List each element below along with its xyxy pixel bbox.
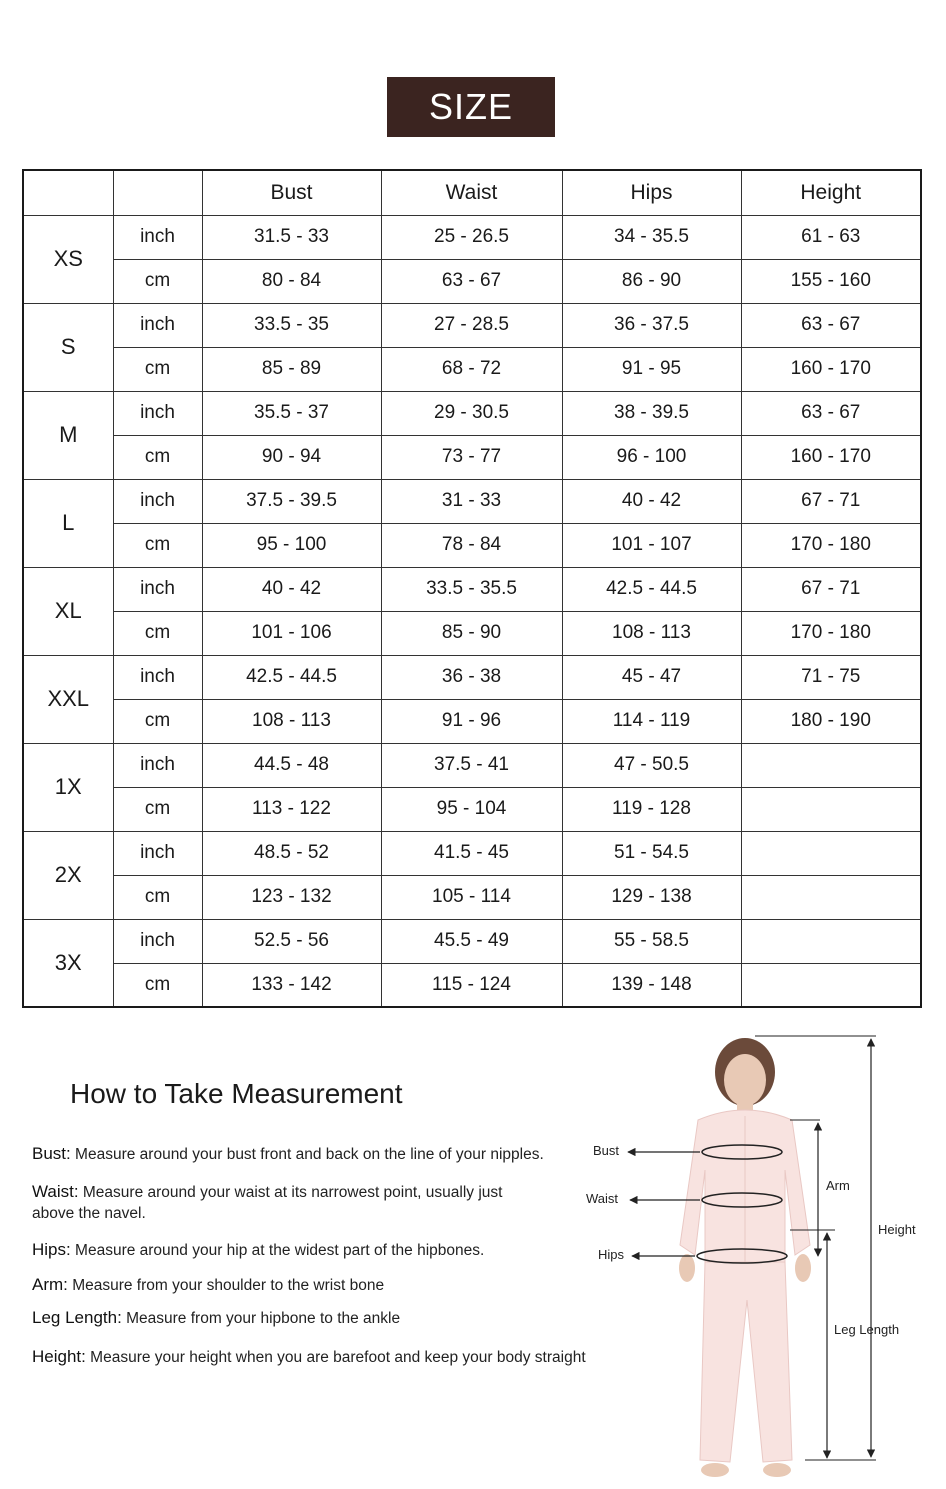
table-header-row — [23, 170, 921, 215]
table-row — [23, 215, 921, 259]
table-cell: 68 - 72 — [381, 347, 562, 391]
table-row — [23, 611, 921, 655]
leg-text: Measure from your hipbone to the ankle — [121, 1310, 401, 1327]
table-cell: 105 - 114 — [381, 875, 562, 919]
table-cell: 95 - 104 — [381, 787, 562, 831]
waist-text: Measure around your waist at its narrowest point, usually just above the navel. — [32, 1184, 503, 1222]
how-to-measure-title: How to Take Measurement — [70, 1078, 403, 1109]
measurement-figure — [580, 1030, 940, 1489]
table-cell: 37.5 - 39.5 — [202, 479, 381, 523]
height-text: Measure your height when you are barefoot and keep your body straight — [85, 1349, 586, 1366]
table-cell: 96 - 100 — [562, 435, 741, 479]
table-cell: 27 - 28.5 — [381, 303, 562, 347]
unit-label: cm — [113, 611, 202, 655]
table-cell — [741, 963, 921, 1007]
size-label: 2X — [23, 831, 113, 919]
bust-label: Bust — [593, 1143, 620, 1158]
table-cell: 48.5 - 52 — [202, 831, 381, 875]
table-row — [23, 655, 921, 699]
hips-term: Hips: — [32, 1240, 71, 1259]
table-cell: 90 - 94 — [202, 435, 381, 479]
table-row — [23, 875, 921, 919]
header-size — [23, 170, 113, 215]
table-cell: 33.5 - 35.5 — [381, 567, 562, 611]
table-cell: 129 - 138 — [562, 875, 741, 919]
table-cell: 25 - 26.5 — [381, 215, 562, 259]
unit-label: inch — [113, 655, 202, 699]
header-unit — [113, 170, 202, 215]
hips-text: Measure around your hip at the widest part of the hipbones. — [70, 1242, 485, 1259]
waist-description — [32, 1181, 512, 1224]
table-cell: 91 - 96 — [381, 699, 562, 743]
unit-label: inch — [113, 303, 202, 347]
table-cell: 73 - 77 — [381, 435, 562, 479]
table-cell: 55 - 58.5 — [562, 919, 741, 963]
height-term: Height: — [32, 1347, 86, 1366]
bust-term: Bust: — [32, 1144, 71, 1163]
table-row — [23, 303, 921, 347]
table-cell: 38 - 39.5 — [562, 391, 741, 435]
table-cell: 67 - 71 — [741, 479, 921, 523]
unit-label: inch — [113, 567, 202, 611]
table-row — [23, 479, 921, 523]
table-cell: 139 - 148 — [562, 963, 741, 1007]
leg-term: Leg Length: — [32, 1308, 122, 1327]
unit-label: cm — [113, 875, 202, 919]
table-row — [23, 743, 921, 787]
table-cell: 44.5 - 48 — [202, 743, 381, 787]
leg-length-label: Leg Length — [834, 1322, 900, 1337]
table-cell: 52.5 - 56 — [202, 919, 381, 963]
table-row — [23, 523, 921, 567]
table-cell: 42.5 - 44.5 — [202, 655, 381, 699]
table-cell — [741, 875, 921, 919]
table-cell: 170 - 180 — [741, 611, 921, 655]
unit-label: cm — [113, 523, 202, 567]
table-cell: 47 - 50.5 — [562, 743, 741, 787]
table-cell: 51 - 54.5 — [562, 831, 741, 875]
size-label: XS — [23, 215, 113, 303]
table-cell: 61 - 63 — [741, 215, 921, 259]
size-label: M — [23, 391, 113, 479]
unit-label: inch — [113, 743, 202, 787]
table-cell: 160 - 170 — [741, 435, 921, 479]
table-cell: 45 - 47 — [562, 655, 741, 699]
size-label: 1X — [23, 743, 113, 831]
table-cell: 85 - 90 — [381, 611, 562, 655]
page-title: SIZE — [387, 77, 555, 137]
bust-description — [32, 1143, 592, 1165]
table-cell: 170 - 180 — [741, 523, 921, 567]
table-cell: 113 - 122 — [202, 787, 381, 831]
table-cell: 63 - 67 — [381, 259, 562, 303]
unit-label: cm — [113, 259, 202, 303]
table-cell: 36 - 37.5 — [562, 303, 741, 347]
table-cell: 41.5 - 45 — [381, 831, 562, 875]
table-cell — [741, 919, 921, 963]
table-row — [23, 963, 921, 1007]
size-label: L — [23, 479, 113, 567]
table-cell: 80 - 84 — [202, 259, 381, 303]
header-waist: Waist — [381, 170, 562, 215]
arm-text: Measure from your shoulder to the wrist bone — [67, 1277, 385, 1294]
table-cell: 63 - 67 — [741, 391, 921, 435]
table-cell: 71 - 75 — [741, 655, 921, 699]
bust-text: Measure around your bust front and back on the line of your nipples. — [70, 1146, 544, 1163]
table-cell: 108 - 113 — [562, 611, 741, 655]
table-cell: 40 - 42 — [202, 567, 381, 611]
table-cell: 160 - 170 — [741, 347, 921, 391]
unit-label: cm — [113, 963, 202, 1007]
size-label: XXL — [23, 655, 113, 743]
table-row — [23, 391, 921, 435]
table-cell: 63 - 67 — [741, 303, 921, 347]
table-cell — [741, 787, 921, 831]
table-cell: 29 - 30.5 — [381, 391, 562, 435]
header-bust: Bust — [202, 170, 381, 215]
table-cell: 91 - 95 — [562, 347, 741, 391]
size-label: 3X — [23, 919, 113, 1007]
table-cell — [741, 831, 921, 875]
table-cell: 36 - 38 — [381, 655, 562, 699]
leg-length-description — [32, 1307, 592, 1329]
size-chart-table — [22, 169, 922, 1008]
table-cell: 101 - 107 — [562, 523, 741, 567]
arm-term: Arm: — [32, 1275, 68, 1294]
table-cell: 115 - 124 — [381, 963, 562, 1007]
height-description — [32, 1346, 632, 1368]
unit-label: cm — [113, 435, 202, 479]
table-cell: 78 - 84 — [381, 523, 562, 567]
table-row — [23, 259, 921, 303]
table-cell: 155 - 160 — [741, 259, 921, 303]
table-cell: 114 - 119 — [562, 699, 741, 743]
table-cell: 67 - 71 — [741, 567, 921, 611]
header-height: Height — [741, 170, 921, 215]
arm-description — [32, 1274, 592, 1296]
unit-label: cm — [113, 347, 202, 391]
table-cell: 33.5 - 35 — [202, 303, 381, 347]
size-label: XL — [23, 567, 113, 655]
hips-description — [32, 1239, 592, 1261]
height-label: Height — [878, 1222, 916, 1237]
size-label: S — [23, 303, 113, 391]
table-row — [23, 567, 921, 611]
table-row — [23, 831, 921, 875]
table-cell: 35.5 - 37 — [202, 391, 381, 435]
unit-label: inch — [113, 215, 202, 259]
table-row — [23, 699, 921, 743]
table-row — [23, 435, 921, 479]
table-cell — [741, 743, 921, 787]
table-cell: 40 - 42 — [562, 479, 741, 523]
table-cell: 34 - 35.5 — [562, 215, 741, 259]
table-cell: 95 - 100 — [202, 523, 381, 567]
table-cell: 123 - 132 — [202, 875, 381, 919]
unit-label: inch — [113, 391, 202, 435]
hips-label: Hips — [598, 1247, 625, 1262]
unit-label: inch — [113, 831, 202, 875]
table-cell: 133 - 142 — [202, 963, 381, 1007]
table-cell: 86 - 90 — [562, 259, 741, 303]
table-cell: 37.5 - 41 — [381, 743, 562, 787]
header-hips: Hips — [562, 170, 741, 215]
table-cell: 108 - 113 — [202, 699, 381, 743]
unit-label: inch — [113, 479, 202, 523]
unit-label: cm — [113, 699, 202, 743]
unit-label: inch — [113, 919, 202, 963]
table-cell: 119 - 128 — [562, 787, 741, 831]
waist-label: Waist — [586, 1191, 619, 1206]
table-cell: 31 - 33 — [381, 479, 562, 523]
unit-label: cm — [113, 787, 202, 831]
table-cell: 42.5 - 44.5 — [562, 567, 741, 611]
table-cell: 45.5 - 49 — [381, 919, 562, 963]
arm-label: Arm — [826, 1178, 850, 1193]
table-cell: 31.5 - 33 — [202, 215, 381, 259]
table-cell: 85 - 89 — [202, 347, 381, 391]
table-cell: 180 - 190 — [741, 699, 921, 743]
table-cell: 101 - 106 — [202, 611, 381, 655]
waist-term: Waist: — [32, 1182, 79, 1201]
table-row — [23, 787, 921, 831]
table-row — [23, 347, 921, 391]
table-row — [23, 919, 921, 963]
